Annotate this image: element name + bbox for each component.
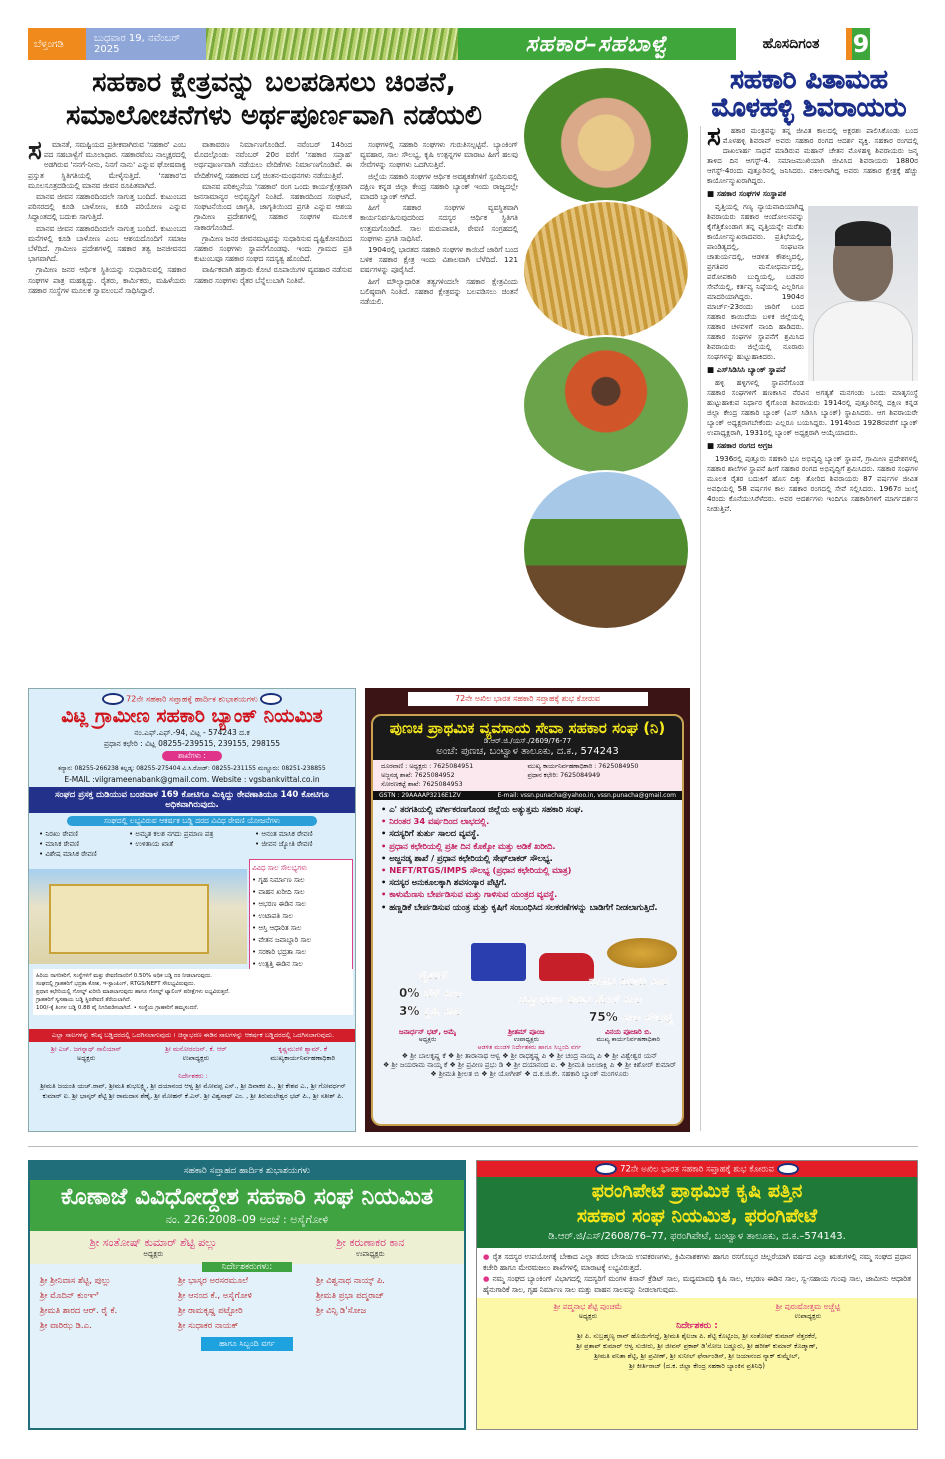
subheading-text: ಎಸ್‌ಸಿಡಿಸಿಸಿ ಬ್ಯಾಂಕ್ ಸ್ಥಾಪನೆ	[716, 365, 786, 374]
ad-vitla-bank	[28, 688, 356, 1132]
paragraph: 1936ರಲ್ಲಿ ಪುತ್ತೂರು ಸಹಕಾರಿ ಭೂ ಅಭಿವೃದ್ಧಿ ಬ್ಯಾಂಕ್ ಸ್ಥಾಪನೆ, ಗ್ರಾಮೀಣ ಪ್ರದೇಶಗಳಲ್ಲಿ ಸಹಕಾರ ಶಾಲೆಗಳ ಸ್ಥಾಪನೆ ಹೀಗೆ ಸಹಕಾರ ರಂಗದ ಅಭಿವೃದ್ಧಿಗೆ ಶ್ರಮಿಸಿದರು. ಸಹಕಾರ ಸಂಘಗಳ ಮೂಲಕ ರೈತರ ಬದುಕಿಗೆ ಹೊಸ ದಿಕ್ಕು ತೋರಿದ ಶಿವರಾಯರು 87 ವರ್ಷಗಳ ಜೀವಿತ ಅವಧಿಯಲ್ಲಿ 58 ವರ್ಷಗಳ ಕಾಲ ಸಹಕಾರ ರಂಗದಲ್ಲಿ ಸೇವೆ ಸಲ್ಲಿಸಿದರು. 1967ರ ಜುಲೈ 4ರಂದು ಕೊನೆಯುಸಿರೆಳೆದರು. ಅವರ ಆದರ್ಶಗಳು ಇಂದಿಗೂ ಸಹಕಾರಿಗಳಿಗೆ ಮಾರ್ಗದರ್ಶನ ನೀಡುತ್ತಿವೆ.	[707, 454, 918, 513]
ad-header	[30, 1180, 464, 1231]
phone: ಮುಖ್ಯ ಕಾರ್ಯನಿರ್ವಹಣಾಧಿಕಾರಿ : 7625084950	[527, 763, 639, 770]
officer-role: ಉಪಾಧ್ಯಕ್ಷರು	[794, 1312, 822, 1320]
deposit-schemes	[29, 829, 355, 859]
ad-org-name: ಪುಣಚ ಪ್ರಾಥಮಿಕ ವ್ಯವಸಾಯ ಸೇವಾ ಸಹಕಾರ ಸಂಘ (ನಿ)	[389, 719, 666, 737]
phone: ಸೋರಣಕಟ್ಟೆ ಶಾಖೆ: 7625084953	[381, 781, 463, 788]
article-column-1	[28, 140, 186, 670]
services: ● ರೈತ ಸದಸ್ಯರ ಉಪಯೋಗಕ್ಕೆ ಬೇಕಾದ ಎಲ್ಲಾ ತರದ ಬೇಸಾಯ ಉಪಕರಣಗಳು, ಕ್ರಿಮಿನಾಶಕಗಳು ಹಾಗೂ ರಸಗೊಬ್ಬರ ಚಿಲ್ಲರೆಯಾಗಿ ವರ್ಷದ ಎಲ್ಲಾ ಋತುಗಳಲ್ಲಿ ನಮ್ಮ ಸಂಘದ ಪ್ರಧಾನ ಕಚೇರಿ ಹಾಗೂ ಮೇರಮಜಲು ಶಾಖೆಗಳಲ್ಲಿ ಮಾರಾಟಕ್ಕೆ ಲಭ್ಯವಿರುತ್ತದೆ. ● ನಮ್ಮ ಸಂಘದ ಬ್ಯಾಂಕಿಂಗ್ ವಿಭಾಗದಲ್ಲಿ ಸದಸ್ಯರಿಗೆ ಮಂಗಳ ಕಿಸಾನ್ ಕ್ರೆಡಿಟ್ ಸಾಲ, ಮಧ್ಯಮಾವಧಿ ಕೃಷಿ ಸಾಲ, ಆಭರಣ ಈಡಿನ ಸಾಲ, ಸ್ವ-ಸಹಾಯ ಗುಂಪು ಸಾಲ, ಜಾಮೀನು ಆಧಾರಿತ ಹೈನುಗಾರಿಕೆ ಸಾಲ, ಗೃಹ ನಿರ್ಮಾಣ ಸಾಲ ಮತ್ತು ವಾಹನ ಸಾಲವನ್ನು ನೀಡಲಾಗುವುದು.	[477, 1248, 917, 1298]
ad-greeting	[477, 1161, 917, 1177]
officer-role: ಮುಖ್ಯ ಕಾರ್ಯನಿರ್ವಹಣಾಧಿಕಾರಿ	[596, 1036, 661, 1043]
feature-item: • ಪ್ರಧಾನ ಕಛೇರಿಯಲ್ಲಿ ಪ್ರತೀ ದಿನ ಕೊಕ್ಕೋ ಮತ್ತು ಅಡಿಕೆ ಖರೀದಿ.	[381, 840, 674, 852]
director-name: ಶ್ರೀ ಶ್ರೀನಿವಾಸ ಶೆಟ್ಟಿ, ಪುಲ್ಲು	[40, 1276, 111, 1286]
page-number: 9	[846, 28, 870, 60]
officers-and-directors	[373, 1028, 684, 1079]
ad-punacha-society	[365, 688, 690, 1132]
phone: ದೂರವಾಣಿ : ಅಧ್ಯಕ್ಷರು : 7625084951	[381, 763, 474, 770]
directors-label: ನಿರ್ದೇಶಕರು :	[178, 1072, 208, 1080]
side-article-title	[700, 66, 918, 122]
greeting-text: 72ನೇ ಸಹಕಾರಿ ಸಪ್ತಾಹಕ್ಕೆ ಹಾರ್ದಿಕ ಶುಭಾಶಯಗಳು	[126, 694, 258, 704]
paragraph: ಹಳ್ಳಿ ಹಳ್ಳಿಗಳಲ್ಲಿ ಸ್ಥಾಪನೆಗೊಂಡ ಸಹಕಾರ ಸಂಘಗಳಿಗೆ ಹಣಕಾಸಿನ ನೆರವಿನ ಅಗತ್ಯತೆ ಮನಗಂಡು ಒಂದು ಮಾತೃಸಂಸ್ಥೆ ಹುಟ್ಟುಹಾಕುವ ನಿರ್ಧಾರ ಕೈಗೊಂಡ ಶಿವರಾಯರು 1914ರಲ್ಲಿ ಪುತ್ತೂರಿನಲ್ಲಿ ದಕ್ಷಿಣ ಕನ್ನಡ ಜಿಲ್ಲಾ ಕೇಂದ್ರ ಸಹಕಾರಿ ಬ್ಯಾಂಕ್ (ಎಸ್ ಸಿಡಿಸಿಸಿ ಬ್ಯಾಂಕ್) ಸ್ಥಾಪಿಸಿದರು. ಆಗ ಶಿವರಾಯರೇ ಬ್ಯಾಂಕ್ ಅಧ್ಯಕ್ಷರಾಗಬೇಕೆಂದು ಎಲ್ಲರೂ ಬಯಸಿದ್ದರು. 1914ರಿಂದ 1928ರವರೆಗೆ ಬ್ಯಾಂಕ್ ಉಪಾಧ್ಯಕ್ಷರಾಗಿ, 1931ರಲ್ಲಿ ಬ್ಯಾಂಕ್ ಅಧ್ಯಕ್ಷರಾಗಿ ಆಯ್ಕೆಯಾದರು.	[707, 378, 918, 437]
staff-label: ಹಾಗೂ ಸಿಬ್ಬಂದಿ ವರ್ಗ	[201, 1337, 293, 1351]
officer-name: ಶ್ರೀತಮ್ ಪೂಂಜ	[508, 1028, 545, 1036]
paragraph: ಗ್ರಾಮೀಣ ಜನರ ಆರ್ಥಿಕ ಸ್ಥಿತಿಯನ್ನು ಸುಧಾರಿಸುವಲ್ಲಿ ಸಹಕಾರ ಸಂಘಗಳ ಪಾತ್ರ ಮಹತ್ವದ್ದು. ರೈತರು, ಕಾರ್ಮಿಕರು, ಮಹಿಳೆಯರು ಸಹಕಾರ ಸಂಸ್ಥೆಗಳ ಮೂಲಕ ಸ್ವಾವಲಂಬನೆ ಸಾಧಿಸಿದ್ದಾರೆ.	[28, 265, 186, 295]
feature-item: • ನಿರಂತರ 34 ವರ್ಷದಿಂದ ಲಾಭದಲ್ಲಿ.	[381, 815, 674, 827]
scheme: • ನಿರಖು ಠೇವಣಿ	[39, 830, 78, 838]
loan: • ವಾಹನ ಖರೀದಿ ಸಾಲ	[252, 888, 305, 896]
promo-text: ರೈತರಿಗೆ	[419, 968, 447, 982]
director-name: ಶ್ರೀಮತಿ ಪ್ರಭಾ ಪದ್ಮರಾಜ್	[316, 1291, 385, 1301]
promo-text: ಚಿನ್ನಾಭರಣ ಈಡಿನ ಮೇಲೆ ಸಾಲ	[519, 992, 642, 1006]
directors-line: ಶ್ರೀಮತಿ ವನಿತಾ ಶೆಟ್ಟಿ, ಶ್ರೀ ಪ್ರವೀಣ್, ಶ್ರೀ ಸುನೀಲ್ ಫೆರ್ನಾಂಡಿಸ್, ಶ್ರೀ ಜಯಾನಂದ ನ್ಯಾಕ್ ಕುಮ್ಡೇಲ್,	[594, 1352, 800, 1360]
headline-line-1: ಸಹಕಾರ ಕ್ಷೇತ್ರವನ್ನು ಬಲಪಡಿಸಲು ಚಿಂತನೆ,	[92, 67, 456, 98]
subheading-text: ಸಹಕಾರ ರಂಗದ ಅಗ್ರಜ	[716, 441, 773, 450]
scheme: • ಅಮೃತ ಕಲಶ ನಗದು ಪ್ರಮಾಣ ಪತ್ರ	[129, 830, 214, 838]
directors-grid	[30, 1274, 464, 1334]
paragraph: ವಾರ್ಷಿಕವಾಗಿ ಹತ್ತಾರು ಕೋಟಿ ರೂಪಾಯಿಗಳ ವ್ಯವಹಾರ ನಡೆಸುವ ಸಹಕಾರ ಸಂಘಗಳು ರೈತರ ಬೆನ್ನೆಲುಬಾಗಿ ನಿಂತಿವೆ.	[194, 265, 352, 285]
side-article-body	[700, 126, 918, 1131]
drop-cap: ಸ	[28, 140, 42, 166]
ad-reg: ಡಿ.ಆರ್.ಜಿ./ಯಸ್./2609/76-77	[483, 737, 572, 745]
officer-role: ಅಧ್ಯಕ್ಷರು	[578, 1312, 598, 1320]
feature-item: • ಹಣ್ಣಡಿಕೆ ಬೇರ್ಪಡಿಸುವ ಯಂತ್ರ ಮತ್ತು ಕೃಷಿಗೆ ಸಂಬಂಧಿಸಿದ ಸಲಕರಣೆಗಳನ್ನು ಬಾಡಿಗೆಗೆ ನೀಡಲಾಗುತ್ತಿದೆ.	[381, 901, 674, 913]
directors-list: ಶ್ರೀಮತಿ ಜಯಂತಿ ಯಚ್.ರಾವ್, ಶ್ರೀಮತಿ ಶುಭಲಕ್ಷ್ಮಿ, ಶ್ರೀ ದಯಾನಂದ ಆಳ್ವ ಶ್ರೀ ಮೋವಪ್ಪ ಎಸ್., ಶ್ರೀ ದಿವಾಕರ ಪಿ., ಶ್ರೀ ಕೇಶವ ಎ., ಶ್ರೀ ಗೋವರ್ಧನ್ ಕುಮಾರ್ ಐ. ಶ್ರೀ ಭಾಸ್ಕರ್ ಶೆಟ್ಟಿ ಶ್ರೀ ರಾಮದಾಸ ಶೆಣೈ, ಶ್ರೀ ಮೋಹನ್ ಕೆ.ಎಸ್. ಶ್ರೀ ವಿಶ್ವನಾಥ್ ಎಂ. , ಶ್ರೀ ತಿರುಮಲೇಶ್ವರ ಭಟ್ ಪಿ., ಶ್ರೀ ಸತೀಶ್ ಪಿ.	[40, 1082, 346, 1100]
handshake-logo-icon	[260, 693, 282, 705]
director-name: ಶ್ರೀ ಸುಧಾಕರ ನಾಯಕ್	[178, 1321, 239, 1331]
notes	[33, 969, 353, 1015]
feature-item: • ಎ' ತರಗತಿಯಲ್ಲಿ ವರ್ಗೀಕರಣಗೊಂಡ ಜಿಲ್ಲೆಯ ಅತ್ಯುತ್ತಮ ಸಹಕಾರಿ ಸಂಘ.	[381, 803, 674, 815]
drop-cap: ಸ	[707, 126, 721, 152]
email: E-mail: vssn.punacha@yahoo.in, vssn.punacha@gmail.com	[497, 792, 676, 799]
section-divider	[28, 1146, 918, 1147]
photo-grain-in-hands	[522, 66, 690, 206]
schemes-title: ಸಂಘದಲ್ಲಿ ಲಭ್ಯವಿರುವ ಆಕರ್ಷಕ ಬಡ್ಡಿ ದರದ ವಿವಿಧ ಠೇವಣಿ ಯೋಜನೆಗಳು	[67, 816, 317, 826]
feature-item: • ಅಜ್ಜನಡ್ಕ ಶಾಖೆ / ಪ್ರಧಾನ ಕಛೇರಿಯಲ್ಲಿ ಸೇಫ್‌ಲಾಕರ್ ಸೌಲಭ್ಯ.	[381, 852, 674, 864]
note: ಸಂಘದಲ್ಲಿ ಗ್ರಾಹಕರಿಗೆ ಭದ್ರತಾ ಕೋಶ, ಇ-ಸ್ಟಾಂಪಿಂಗ್, RTGS/NEFT ಸೌಲಭ್ಯವಿರುವುದು.	[36, 981, 196, 987]
paragraph: ವೃತ್ತಿಯಲ್ಲಿ ಗಣ್ಯ ನ್ಯಾಯವಾದಿಯಾಗಿದ್ದ ಶಿವರಾಯರು ಸಹಕಾರ ಆಂದೋಲನವನ್ನು ಕೈಗೆತ್ತಿಕೊಂಡಾಗ ತನ್ನ ವೃತ್ತಿಯನ್ನೇ ಮರೆತು ಕಾರ್ಯೋನ್ಮುಖರಾದವರು. ಪ್ರತಿಭೆಯಲ್ಲಿ, ಪಾಂಡಿತ್ಯದಲ್ಲಿ, ಸಂಘಟನಾ ಚಾತುರ್ಯದಲ್ಲಿ, ಆಡಳಿತ ಕೌಶಲ್ಯದಲ್ಲಿ, ಪ್ರಗತಿಪರ ಮನೋಧರ್ಮದಲ್ಲಿ, ಪರೋಪಕಾರಿ ಬುದ್ಧಿಯಲ್ಲಿ, ಬಡವರ ಸೇವೆಯಲ್ಲಿ, ಕರ್ತವ್ಯ ನಿಷ್ಠೆಯಲ್ಲಿ ಎಲ್ಲರಿಗೂ ಮಾದರಿಯಾಗಿದ್ದರು. 1904ರ ಮಾರ್ಚ್-23ರಂದು ಜಾರಿಗೆ ಬಂದ ಸಹಕಾರ ಕಾಯಿದೆಯ ಬಳಿಕ ಜಿಲ್ಲೆಯಲ್ಲಿ ಸಹಕಾರ ಚಳವಳಿಗೆ ನಾಂದಿ ಹಾಡಿದರು. ಸಹಕಾರ ಸಂಘಗಳ ಸ್ಥಾಪನೆಗೆ ಶ್ರಮಿಸಿದ ಶಿವರಾಯರು ಜಿಲ್ಲೆಯಲ್ಲಿ ನೂರಾರು ಸಂಘಗಳನ್ನು ಹುಟ್ಟುಹಾಕಿದರು.	[707, 202, 804, 361]
paragraph: ಮಾನವ ಜೀವನ ಸಹಕಾರದಿಂದಲೇ ಸಾಗುತ್ತ ಬಂದಿದೆ. ಕುಟುಂಬದ ಪರಿಸರದಲ್ಲಿ ಕೂಡಿ ಬಾಳೋಣ, ಕೂಡಿ ಪರಿಯೋಣ ಎನ್ನುವ ಸಿದ್ಧಾಂತದಲ್ಲಿ ಬದುಕು ಸಾಗುತ್ತಿದೆ.	[28, 192, 186, 222]
directors-line: ❖ ಶ್ರೀ ಜಯರಾಮ ನಾಯ್ಕ ಕೆ ❖ ಶ್ರೀ ಪ್ರವೀಣ ಪ್ರಭು ಡಿ ❖ ಶ್ರೀ ದಯಾನಂದ ಐ. ❖ ಶ್ರೀಮತಿ ಜಲಜಾಕ್ಷಿ ಪಿ ❖ ಶ್ರೀ ಕಿಶೋರ್ ಕುಮಾರ್	[382, 1061, 677, 1069]
article-column-2	[194, 140, 352, 670]
title-line-1: ಸಹಕಾರಿ ಪಿತಾಮಹ	[730, 65, 888, 95]
ad-head-office: ಪ್ರಧಾನ ಕಛೇರಿ : ವಿಟ್ಲ 08255-239515, 239155, 298155	[103, 739, 281, 748]
newspaper-logo: ಹೊಸದಿಗಂತ	[762, 36, 820, 52]
ad-greeting: 72ನೇ ಅಖಿಲ ಭಾರತ ಸಹಕಾರಿ ಸಪ್ತಾಹಕ್ಕೆ ಶುಭ ಕೋರುವ	[408, 692, 648, 706]
handshake-logo-icon	[595, 1163, 617, 1175]
officer-name: ವಿನಯ ಪೂಜಾರಿ ಬಿ.	[605, 1028, 652, 1036]
paragraph: ಸಂಘಗಳಲ್ಲಿ ಸಹಕಾರಿ ಸಂಘಗಳು ಗುರುತಿಸಲ್ಪಟ್ಟಿವೆ. ಬ್ಯಾಂಕಿಂಗ್ ವ್ಯವಹಾರ, ಸಾಲ ಸೌಲಭ್ಯ, ಕೃಷಿ ಉತ್ಪನ್ನಗಳ ಮಾರಾಟ ಹೀಗೆ ಹಲವು ಸೇವೆಗಳನ್ನು ಸಂಘಗಳು ಒದಗಿಸುತ್ತಿವೆ.	[360, 140, 518, 170]
issue-date: ಬುಧವಾರ 19, ನವೆಂಬರ್ 2025	[86, 28, 206, 60]
ad-header	[477, 1177, 917, 1248]
paragraph: 1904ರಲ್ಲಿ ಭಾರತದ ಸಹಕಾರಿ ಸಂಘಗಳ ಕಾಯಿದೆ ಜಾರಿಗೆ ಬಂದ ಬಳಿಕ ಸಹಕಾರ ಕ್ಷೇತ್ರ ಇಂದು ವಿಶಾಲವಾಗಿ ಬೆಳೆದಿದೆ. 121 ವರ್ಷಗಳನ್ನು ಪೂರೈಸಿದೆ.	[360, 245, 518, 275]
officer-name: ಕೃಷ್ಣಮುರಳಿ ಶ್ಯಾಮ್. ಕೆ	[278, 1045, 328, 1053]
officers	[477, 1298, 917, 1321]
paragraph: ಮಾನವ ಪರಿಕಲ್ಪನೆಯ 'ಸಹಕಾರ' ರಂಗ ಒಂದು ಕಾರ್ಯಕ್ಷೇತ್ರವಾಗಿ ಜನಸಾಮಾನ್ಯರ ಅಭಿವೃದ್ಧಿಗೆ ನಿಂತಿದೆ. ಸಹಕಾರದಿಂದ ಸಂಘಟನೆ, ಸಂಘಟನೆಯಿಂದ ಜಾಗೃತಿ, ಜಾಗೃತಿಯಿಂದ ಪ್ರಗತಿ ಎನ್ನುವ ಆಶಯ ಗ್ರಾಮೀಣ ಪ್ರದೇಶಗಳಲ್ಲಿ ಸಹಕಾರ ಸಂಘಗಳ ಮೂಲಕ ಸಾಕಾರಗೊಂಡಿದೆ.	[194, 181, 352, 232]
directors-line: ❖ ಶ್ರೀಮತಿ ಶ್ರೀಲತ ಬಿ ❖ ಶ್ರೀ ಯೋಗೀಶ್ ❖ ದ.ಕ.ಜಿ.ಕೇ. ಸಹಕಾರಿ ಬ್ಯಾಂಕ್ ಮಂಗಳೂರು	[430, 1070, 629, 1078]
director-name	[316, 1319, 454, 1334]
gold-jewellery-image	[607, 938, 677, 968]
loan: • ಆಸ್ತಿ ಆಧಾರಿತ ಸಾಲ	[252, 924, 302, 932]
car-image	[539, 953, 594, 981]
subheading: ■ ಸಹಕಾರ ಸಂಘಗಳ ಸಂಸ್ಥಾಪಕ	[707, 189, 787, 198]
officer-role: ಅಧ್ಯಕ್ಷರು	[143, 1250, 164, 1258]
officer-role: ಉಪಾಧ್ಯಕ್ಷರು	[356, 1250, 385, 1258]
directors-label: ನಿರ್ದೇಶಕರು :	[676, 1321, 718, 1331]
feature-item: • ಸದಸ್ಯರಿಗೆ ತುರ್ತು ಸಾಲದ ವ್ಯವಸ್ಥೆ.	[381, 827, 674, 839]
ad-address: ಅಂಚೆ: ಪುಣಚ, ಬಂಟ್ವಾಳ ತಾಲೂಕು, ದ.ಕ., 574243	[436, 746, 619, 757]
officer-role: ಉಪಾಧ್ಯಕ್ಷರು	[182, 1054, 210, 1062]
greeting-text: 72ನೇ ಅಖಿಲ ಭಾರತ ಸಹಕಾರಿ ಸಪ್ತಾಹಕ್ಕೆ ಶುಭ ಕೋರುವ	[620, 1164, 774, 1175]
loan: • ಆಭರಣ ಈಡಿನ ಸಾಲ	[252, 900, 306, 908]
ad-pharangipete-society	[476, 1160, 918, 1430]
feature-list	[373, 800, 682, 916]
scheme: • ಆನಂತ ಮಾಸಿಕ ಠೇವಣಿ	[255, 830, 313, 838]
directors-line: ಶ್ರೀ ಪ್ರತಾಪ್ ಕುಮಾರ್ ಆಳ್ವ ಸುಜೀರು, ಶ್ರೀ ಜೀವನ್ ಪ್ರಕಾಶ್ ಡಿ'ಸೋಜ ಬಡ್ಡೂರು, ಶ್ರೀ ಹರೀಶ್ ಕುಮಾರ್ ಕೊಡ್ಮಾಣ್,	[576, 1342, 818, 1350]
handshake-logo-icon	[777, 1163, 799, 1175]
loan: • ಉಟಾಪತಿ ಸಾಲ	[252, 912, 294, 920]
main-article-body	[28, 140, 518, 670]
officer-name: ಶ್ರೀ ಪುರುಷೋತ್ತಮ ಅಚ್ಚೆಟ್ಟಿ	[775, 1302, 841, 1311]
paragraph: ಮಾನವ ಜೀವನ ಸಹಕಾರದಿಂದಲೇ ನಾಗುತ್ತ ಬಂದಿದೆ. ಕುಟುಂಬದ ಮನೆಗಳಲ್ಲಿ ಕೂಡಿ ಬಾಳೋಣ ಎಂಬ ಆಶಯದೊಂದಿಗೆ ಸಮಾಜ ಬೆಳೆದಿದೆ. ಗ್ರಾಮೀಣ ಪ್ರದೇಶಗಳಲ್ಲಿ ಸಹಕಾರ ತತ್ವ ಜನಜೀವನದ ಭಾಗವಾಗಿದೆ.	[28, 223, 186, 264]
directors-line: ಶ್ರೀ ಕೀರ್ತಿರಾಜ್ (ದ.ಕ. ಜಿಲ್ಲಾ ಕೇಂದ್ರ ಸಹಕಾರಿ ಬ್ಯಾಂಕಿನ ಪ್ರತಿನಿಧಿ)	[629, 1362, 765, 1370]
director-name: ಶ್ರೀ ವಿನ್ಸಿ ಡಿ'ಸೋಜ	[316, 1306, 367, 1316]
scheme: • ಉಳಿತಾಯ ಖಾತೆ	[129, 840, 174, 848]
directors-label: ಆಡಳಿತ ಮಂಡಳಿ ನಿರ್ದೇಶಕರು ಹಾಗೂ ಸಿಬ್ಬಂದಿ ವರ್ಗ	[477, 1044, 582, 1051]
ad-org-name: ಫರಂಗಿಪೇಟೆ ಪ್ರಾಥಮಿಕ ಕೃಷಿ ಪತ್ತಿನ	[591, 1180, 803, 1202]
branches: ಕನ್ಯಾನ: 08255-266238 ಕಲ್ಲಡ್ಕ: 08255-275404 ವಿ.ಸಿ.ರೋಡ್: 08255-231155 ಮಣ್ಣೂರು: 08251-238855	[58, 765, 326, 772]
ad-reg: ಡಿ.ಆರ್.ಜಿ/ಎಸ್/2608/76–77, ಫರಂಗಿಪೇಟೆ, ಬಂಟ್ವಾಳ ತಾಲೂಕು, ದ.ಕ.–574143.	[548, 1231, 846, 1242]
phone: ಪ್ರಧಾನ ಕಛೇರಿ: 7625084949	[527, 772, 601, 779]
handshake-logo-icon	[102, 693, 124, 705]
photo-wheat-field	[522, 200, 690, 340]
paragraph: ವಾತಾವರಣ ನಿರ್ಮಾಣಗೊಂಡಿದೆ. ನವೆಂಬರ್ 14ರಿಂದ ಮೊದಲ್ಗೊಂಡು ನವೆಂಬರ್ 20ರ ವರೆಗೆ 'ಸಹಕಾರ ಸಪ್ತಾಹ' ಅರ್ಥಪೂರ್ಣವಾಗಿ ನಡೆಯಲು ವೇದಿಕೆಗಳು ನಿರ್ಮಾಣಗೊಂಡಿವೆ. ಈ ವೇದಿಕೆಗಳಲ್ಲಿ ಸಹಕಾರದ ಬಗ್ಗೆ ಚಿಂತನ-ಮಂಥನಗಳು ನಡೆಯುತ್ತಿವೆ.	[194, 140, 352, 180]
promo-text: 75% ಸಾಲ ಸೌಲಭ್ಯ	[589, 1010, 673, 1024]
loan: • ಗೃಹ ನಿರ್ಮಾಣ ಸಾಲ	[252, 876, 305, 884]
note: 100/-ಕ್ಕೆ ತಿಂಗಳ ಬಡ್ಡಿ 0.88 ಪೈ ನಿಗದಿಪಡಿಸಲಾಗಿದೆ. • ಸಂಸ್ಥೆಯ ಗ್ರಾಹಕರಿಗೆ ಹಮ್ಮಸಂದನೆ.	[36, 1005, 199, 1011]
note: ಹಿರಿಯ ನಾಗರಿಕರಿಗೆ, ಸಂಸ್ಥೆಗಳಿಗೆ ಮತ್ತು ಠೇವಣಿದಾರರಿಗೆ 0.50% ಅಧಿಕ ಬಡ್ಡಿ ದರ ನೀಡಲಾಗುವುದು.	[36, 973, 213, 979]
phone-numbers	[373, 760, 682, 791]
officer-role: ಉಪಾಧ್ಯಕ್ಷರು	[513, 1036, 540, 1043]
loan: • ಉತ್ಪತ್ತಿ ಈಡಿನ ಸಾಲ	[252, 960, 303, 968]
director-name: ಶ್ರೀ ಮೊದಿನ್ ಕುಂಞಿ	[40, 1291, 99, 1301]
ad-reg: ನಂ.ಎಫ್.ಎಫ್.-94, ವಿಟ್ಲ - 574243 ದ.ಕ	[134, 728, 250, 737]
director-name: ಶ್ರೀ ವಿಶ್ವನಾಥ ನಾಯ್ಕ್ ಪಿ.	[316, 1276, 386, 1286]
main-headline	[28, 66, 520, 132]
director-name: ಶ್ರೀ ಭಾಸ್ಕರ ಅರಸರಮೂಲೆ	[178, 1276, 248, 1286]
greeting-text: ಸಹಕಾರಿ ಸಪ್ತಾಹದ ಹಾರ್ದಿಕ ಶುಭಾಶಯಗಳು	[183, 1166, 311, 1176]
feature-item: • NEFT/RTGS/IMPS ಸೌಲಭ್ಯ (ಪ್ರಧಾನ ಕಛೇರಿಯಲ್ಲಿ ಮಾತ್ರ)	[381, 864, 674, 876]
bank-building-photo	[29, 869, 247, 964]
paddy-banner-image	[206, 28, 458, 60]
paragraph: ಗ್ರಾಮೀಣ ಜನರ ಜೀವನಮಟ್ಟವನ್ನು ಸುಧಾರಿಸುವ ದೃಷ್ಟಿಕೋನದಿಂದ ಸಹಕಾರ ಸಂಘಗಳು ಸ್ಥಾಪನೆಗೊಂಡವು. ಇಂದು ಗ್ರಾಮದ ಪ್ರತಿ ಕುಟುಂಬವೂ ಸಹಕಾರ ಸಂಘದ ಸದಸ್ಯತ್ವ ಹೊಂದಿದೆ.	[194, 233, 352, 264]
officer-role: ಅಧ್ಯಕ್ಷರು	[418, 1036, 437, 1043]
officer-name: ಶ್ರೀ ಸಂತೋಷ್ ಕುಮಾರ್ ಶೆಟ್ಟಿ ಪಲ್ಲು	[89, 1236, 218, 1249]
paragraph: ಹಕಾರ ಮಂತ್ರವನ್ನು ತನ್ನ ಜೀವಿತ ಕಾಲದಲ್ಲಿ ಅಕ್ಷರಶಃ ಪಾಲಿಸಿಕೊಂಡು ಬಂದ ಮೊಳಹಳ್ಳಿ ಶಿವರಾವ್ ಅವರು ಸಹಕಾರ ರಂಗದ ಆದರ್ಶ ವ್ಯಕ್ತಿ. ಸಹಕಾರ ರಂಗದಲ್ಲಿ ದಾಖಲಾರ್ಹ ಸಾಧನೆ ಮಾಡಿರುವ ಮಹಾನ್ ಚೇತನ ಮೊಳಹಳ್ಳಿ ಶಿವರಾಯರು ಜನ್ಮ ತಾಳಿದ ದಿನ ಆಗಸ್ಟ್-4. ಸಮಾಜಮುಖಿಯಾಗಿ ಜೀವಿಸಿದ ಶಿವರಾಯರು 1880ರ ಆಗಸ್ಟ್-4ರಂದು ಪುತ್ತೂರಿನಲ್ಲಿ ಜನಿಸಿದರು. ವಕೀಲರಾಗಿದ್ದ ಅವರು ಸಹಕಾರ ಕ್ಷೇತ್ರಕ್ಕೆ ಹೆಚ್ಚು ಕಾರ್ಯೋನ್ಮುಖರಾಗಿದ್ದರು.	[707, 126, 918, 185]
feature-item: • ಕಾಳುಮೆಣಸು ಬೇರ್ಪಡಿಸುವ ಮತ್ತು ಗಾಳಿಸುವ ಯಂತ್ರದ ವ್ಯವಸ್ಥೆ.	[381, 888, 674, 900]
paragraph: ಜಿಲ್ಲೆಯ ಸಹಕಾರಿ ಸಂಘಗಳ ಆರ್ಥಿಕ ಅವಶ್ಯಕತೆಗಳಿಗೆ ಸ್ಪಂದಿಸುವಲ್ಲಿ ದಕ್ಷಿಣ ಕನ್ನಡ ಜಿಲ್ಲಾ ಕೇಂದ್ರ ಸಹಕಾರಿ ಬ್ಯಾಂಕ್ ಇಂದು ರಾಜ್ಯದಲ್ಲೇ ಮಾದರಿ ಬ್ಯಾಂಕ್ ಆಗಿದೆ.	[360, 171, 518, 202]
phone: ಅಜ್ಜನಡ್ಕ ಶಾಖೆ: 7625084952	[381, 772, 455, 779]
truck-image	[471, 943, 526, 981]
service-point: ನಮ್ಮ ಸಂಘದ ಬ್ಯಾಂಕಿಂಗ್ ವಿಭಾಗದಲ್ಲಿ ಸದಸ್ಯರಿಗೆ ಮಂಗಳ ಕಿಸಾನ್ ಕ್ರೆಡಿಟ್ ಸಾಲ, ಮಧ್ಯಮಾವಧಿ ಕೃಷಿ ಸಾಲ, ಆಭರಣ ಈಡಿನ ಸಾಲ, ಸ್ವ-ಸಹಾಯ ಗುಂಪು ಸಾಲ, ಜಾಮೀನು ಆಧಾರಿತ ಹೈನುಗಾರಿಕೆ ಸಾಲ, ಗೃಹ ನಿರ್ಮಾಣ ಸಾಲ ಮತ್ತು ವಾಹನ ಸಾಲವನ್ನು ನೀಡಲಾಗುವುದು.	[483, 1274, 911, 1294]
subheading-text: ಸಹಕಾರ ಸಂಘಗಳ ಸಂಸ್ಥಾಪಕ	[716, 189, 787, 198]
promo-text: 0% ಬೆಳೆ ಸಾಲ	[399, 986, 462, 1000]
director-name: ಶ್ರೀ ವಾರಿಝ ಡಿ.ಎ.	[40, 1321, 92, 1331]
ad-greeting	[29, 693, 355, 705]
subheading: ■ ಎಸ್‌ಸಿಡಿಸಿಸಿ ಬ್ಯಾಂಕ್ ಸ್ಥಾಪನೆ	[707, 365, 786, 374]
ad-org-name: ಕೊಣಾಜೆ ವಿವಿಧೋದ್ದೇಶ ಸಹಕಾರಿ ಸಂಘ ನಿಯಮಿತ	[60, 1184, 434, 1210]
contact: E-MAIL :vilgrameenabank@gmail.com. Website : vgsbankvittal.co.in	[64, 775, 320, 784]
loan-banner: ಎಲ್ಲಾ ಸಾಲಗಳನ್ನು ಕನಿಷ್ಠ ಬಡ್ಡಿದರದಲ್ಲಿ ಒದಗಿಸಲಾಗುವುದು । ಚಿನ್ನಾಭರಣ ಈಡಿನ ಸಾಲಗಳನ್ನು ಆಕರ್ಷಕ ಬಡ್ಡಿದರದಲ್ಲಿ ಒದಗಿಸಲಾಗುವುದು.	[29, 1029, 356, 1042]
scheme: • ಮಾಸಿಕ ಠೇವಣಿ	[39, 840, 80, 848]
directors-label: ನಿರ್ದೇಶಕರುಗಳು:	[202, 1262, 292, 1272]
paragraph: ಹೀಗೆ ಸಹಕಾರ ಸಂಘಗಳ ವ್ಯವಸ್ಥಿತವಾಗಿ ಕಾರ್ಯನಿರ್ವಹಿಸುವುದರಿಂದ ಸದಸ್ಯರ ಆರ್ಥಿಕ ಸ್ಥಿತಿಗತಿ ಉತ್ತಮಗೊಂಡಿದೆ. ಸಾಲ ಮರುಪಾವತಿ, ಠೇವಣಿ ಸಂಗ್ರಹದಲ್ಲಿ ಸಂಘಗಳು ಪ್ರಗತಿ ಸಾಧಿಸಿವೆ.	[360, 203, 518, 243]
ad-konaje-society	[28, 1160, 466, 1430]
officer-name: ಶ್ರೀ ಎಚ್. ಜಗನ್ನಾಥ್ ಸಾಲಿಯಾನ್	[50, 1045, 122, 1053]
ad-org-name: ಸಹಕಾರ ಸಂಘ ನಿಯಮಿತ, ಫರಂಗಿಪೇಟೆ	[576, 1205, 818, 1227]
loan-list	[249, 859, 353, 973]
feature-item: • ಸದಸ್ಯರ ಅನುಕೂಲಕ್ಕಾಗಿ ಶವಸಂಸ್ಕಾರ ಪೆಟ್ಟಿಗೆ.	[381, 876, 674, 888]
ad-org-name: ವಿಟ್ಲ ಗ್ರಾಮೀಣ ಸಹಕಾರಿ ಬ್ಯಾಂಕ್ ನಿಯಮಿತ	[61, 705, 323, 727]
section-label: ಬೆಳ್ತಂಗಡಿ	[28, 28, 86, 60]
scheme: • ವಿಶೇಷ ಮಾಸಿಕ ಠೇವಣಿ	[39, 850, 97, 858]
officer-role: ಮುಖ್ಯಕಾರ್ಯನಿರ್ವಹಣಾಧಿಕಾರಿ	[270, 1054, 336, 1062]
subheading: ■ ಸಹಕಾರ ರಂಗದ ಅಗ್ರಜ	[707, 441, 773, 450]
photo-ploughing-bulls	[522, 470, 690, 630]
officers	[30, 1231, 464, 1264]
loan: • ವೇತನ ಜವಾಬ್ದಾರಿ ಸಾಲ	[252, 936, 312, 944]
photo-farmer-woman	[522, 335, 690, 475]
service-point: ರೈತ ಸದಸ್ಯರ ಉಪಯೋಗಕ್ಕೆ ಬೇಕಾದ ಎಲ್ಲಾ ತರದ ಬೇಸಾಯ ಉಪಕರಣಗಳು, ಕ್ರಿಮಿನಾಶಕಗಳು ಹಾಗೂ ರಸಗೊಬ್ಬರ ಚಿಲ್ಲರೆಯಾಗಿ ವರ್ಷದ ಎಲ್ಲಾ ಋತುಗಳಲ್ಲಿ ನಮ್ಮ ಸಂಘದ ಪ್ರಧಾನ ಕಚೇರಿ ಹಾಗೂ ಮೇರಮಜಲು ಶಾಖೆಗಳಲ್ಲಿ ಮಾರಾಟಕ್ಕೆ ಲಭ್ಯವಿರುತ್ತದೆ.	[483, 1252, 911, 1272]
loan: • ಸರಕಾರಿ ಭದ್ರತಾ ಸಾಲ	[252, 948, 307, 956]
director-name: ಶ್ರೀ ಆನಂದ ಕೆ., ಅಸೈಗೋಳಿ	[178, 1291, 253, 1301]
promo-text: ವಾಹನ ಖರೀದಿ ಸಾಲ	[589, 974, 669, 988]
officer-name: ಶ್ರೀ ಪದ್ಮನಾಭ ಶೆಟ್ಟಿ ಪುಂಚಮೆ	[553, 1302, 623, 1311]
page-title: ಸಹಕಾರ–ಸಹಬಾಳ್ವೆ	[458, 28, 736, 60]
director-name: ಶ್ರೀಮತಿ ಶಾರದ ಆರ್. ರೈ ಕೆ.	[40, 1306, 118, 1316]
capital-highlight: ಸಂಘದ ಪ್ರಸಕ್ತ ದುಡಿಯುವ ಬಂಡವಾಳ 169 ಕೋಟಿಗೂ ಮಿಕ್ಕಿದ್ದು ಠೇವಣಾತಿಯೂ 140 ಕೋಟಿಗೂ ಅಧಿಕವಾಗಿರುವುದು.	[29, 787, 355, 813]
gst-email-bar	[373, 791, 682, 800]
officers	[29, 1045, 356, 1063]
officer-name: ಶ್ರೀ ಮನೋರಂಜನ್. ಕೆ. ಆರ್	[165, 1045, 227, 1053]
page-header	[28, 28, 918, 60]
ad-header	[373, 716, 682, 760]
directors-line: ಶ್ರೀ ಪಿ. ಸುಬ್ರಹ್ಮಣ್ಯ ರಾವ್ ಹೊಯಿಗೆಗದ್ದೆ, ಶ್ರೀಮತಿ ಶೈಲಜಾ ಪಿ. ಶೆಟ್ಟಿ ಕೊಟ್ಟಿಂಜ, ಶ್ರೀ ಸಂತೋಷ್ ಕುಮಾರ್ ನೆತ್ತರಕೆರೆ,	[576, 1332, 818, 1340]
note: ಗ್ರಾಹಕರಿಗೆ ಸ್ವಸಹಾಯ ಬಡ್ಡಿ ಸ್ಥಿರಠೇವಣಿ ತೆರೆಯಲಾಗಿದೆ.	[36, 997, 132, 1003]
branches-label: ಶಾಖೆಗಳು :	[162, 751, 222, 761]
gstn: GSTN : 29AAAAP3216E1ZV	[379, 792, 461, 799]
portrait-molahalli-shivarao	[808, 206, 918, 381]
paragraph: ಮಾನತೆ, ಸಮಷ್ಟಿಯದ ಪ್ರತೀಕವಾಗಿರುವ 'ಸಹಕಾರ' ಎಂಬ ಪದ ಸಹಬಾಳ್ವೆಗೆ ಮೂಲಾಧಾರ. ಸಹಕಾರವೆಂಬ ನಾಲ್ಕಕ್ಷರದಲ್ಲಿ ಅಡಗಿರುವ 'ನನಗೆ-ನೀನು, ನಿನಗೆ ನಾನು' ಎನ್ನುವ ಘೋಷವಾಕ್ಯ ಪ್ರಸ್ತುತ ಸ್ಥಿತಿಗತಿಯಲ್ಲಿ ಮೇಳೈಸುತ್ತಿದೆ. 'ಸಹಕಾರ'ದ ಮೂಲಸೂತ್ರದಡಿಯಲ್ಲಿ ಮಾನವ ಜೀವನ ರೂಪಿತವಾಗಿದೆ.	[28, 140, 186, 190]
officer-role: ಅಧ್ಯಕ್ಷರು	[76, 1054, 96, 1062]
ad-reg: ನಂ. 226:2008–09 ಅಂಚೆ : ಅಸೈಗೋಳಿ	[165, 1213, 329, 1226]
officer-name: ಜನಾರ್ಧನ್ ಭಟ್, ಅಮೈ	[398, 1028, 457, 1036]
promo-text: 3% ಕೃಷಿ ಸಾಲ	[399, 1004, 462, 1018]
officer-name: ಶ್ರೀ ಕರುಣಾಕರ ಕಾನ	[336, 1236, 405, 1249]
scheme: • ಜೀವನ ಜ್ಯೋತಿ ಠೇವಣಿ	[255, 840, 313, 848]
article-column-3	[360, 140, 518, 670]
headline-line-2: ಸಮಾಲೋಚನೆಗಳು ಅರ್ಥಪೂರ್ಣವಾಗಿ ನಡೆಯಲಿ	[66, 100, 482, 131]
directors-line: ❖ ಶ್ರೀ ಬಾಲಕೃಷ್ಣ ಕೆ ❖ ಶ್ರೀ ತಾರಾನಾಥ ಆಳ್ವ ❖ ಶ್ರೀ ರಾಧಕೃಷ್ಣ ಪಿ ❖ ಶ್ರೀ ಚಂದ್ರ ನಾಯ್ಕ ಪಿ ❖ ಶ್ರೀ ವಿಶ್ವೇಶ್ವರ ಯನ್	[401, 1052, 658, 1060]
loan-promo-graphic	[379, 938, 679, 1026]
title-line-2: ಮೊಳಹಳ್ಳಿ ಶಿವರಾಯರು	[711, 93, 907, 123]
directors	[33, 1071, 353, 1101]
note: ಪ್ರಧಾನ ಕಛೇರಿಯಲ್ಲಿ ಗೋಲ್ಡ್ ಖರೀದಿ ಮಾಡಲಾಗುವುದು ಹಾಗೂ ಗೋಲ್ಡ್ ಟ್ಯಾಲಿಂಗ್ ಪರೀಕ್ಷೆಗಳು ಲಭ್ಯವಿರುತ್ತದೆ.	[36, 989, 230, 995]
paragraph: ಹೀಗೆ ಮೌಲ್ಯಾಧಾರಿತ ತತ್ವಗಳಿಂದಲೇ ಸಹಕಾರ ಕ್ಷೇತ್ರವಿಂದು ಬಲಿಷ್ಠವಾಗಿ ನಿಂತಿದೆ. ಸಹಕಾರ ಕ್ಷೇತ್ರವನ್ನು ಬಲಪಡಿಸಲು ಚಿಂತನೆ ನಡೆಯಲಿ.	[360, 276, 518, 307]
ad-greeting	[30, 1162, 464, 1180]
director-name: ಶ್ರೀ ರಾಮಕೃಷ್ಣ ಪಟ್ಟೋರಿ	[178, 1306, 243, 1316]
loans-title: ವಿವಿಧ ಸಾಲ ಸೌಲಭ್ಯಗಳು	[252, 864, 308, 872]
